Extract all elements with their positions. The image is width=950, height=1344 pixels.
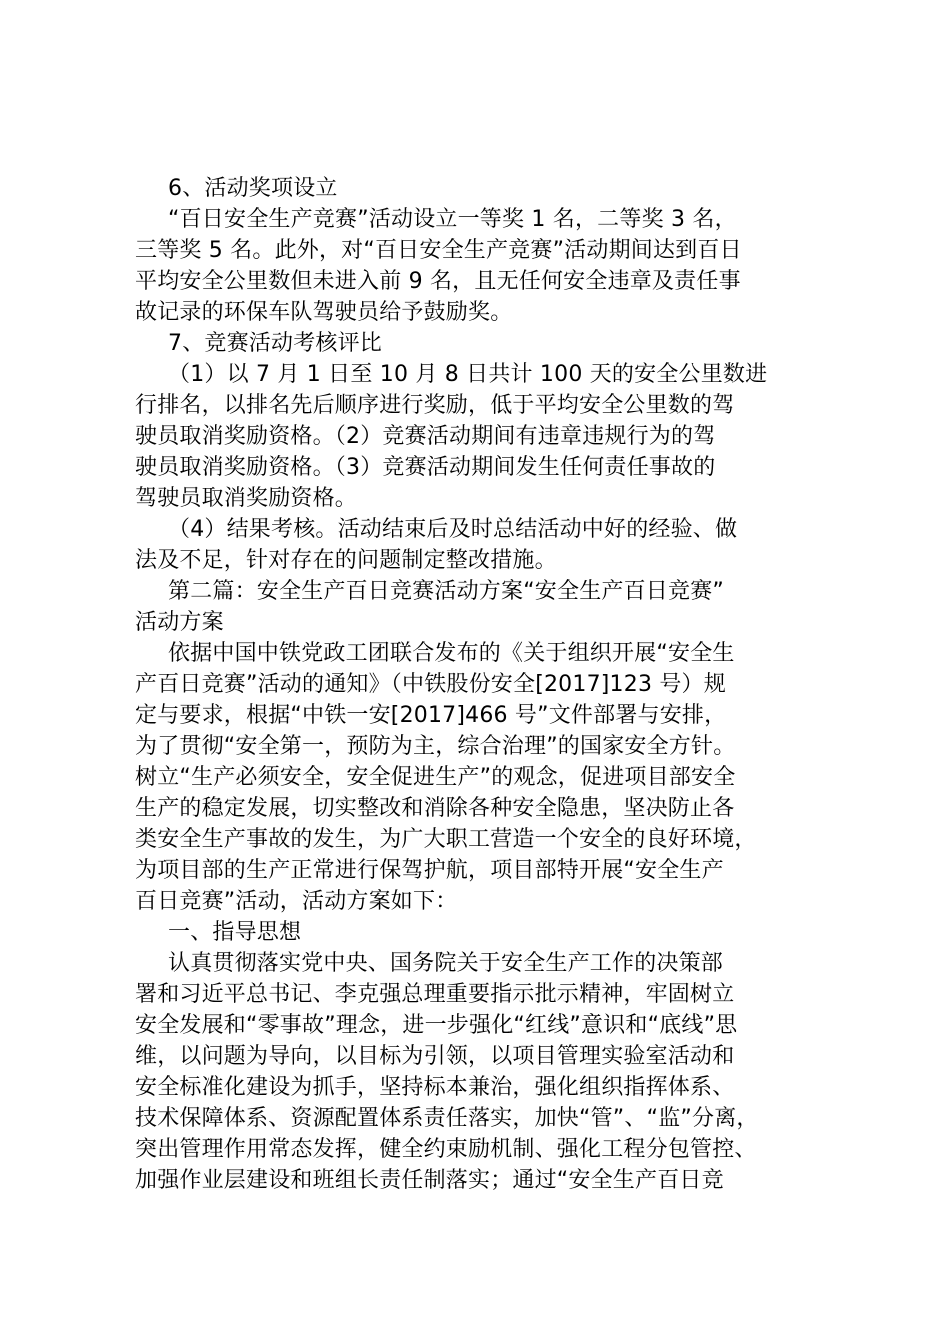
paragraph-line: 依据中国中铁党政工团联合发布的《关于组织开展“安全生: [168, 641, 735, 666]
paragraph-line: 故记录的环保车队驾驶员给予鼓励奖。: [135, 300, 513, 325]
paragraph-line: 突出管理作用常态发挥，健全约束励机制、强化工程分包管控、: [135, 1137, 757, 1162]
paragraph-line: 树立“生产必须安全，安全促进生产”的观念，促进项目部安全: [135, 765, 736, 790]
paragraph-line: 技术保障体系、资源配置体系责任落实，加快“管”、“监”分离，: [135, 1106, 759, 1131]
section-heading: 7、竞赛活动考核评比: [168, 331, 382, 356]
chapter-heading: 第二篇：安全生产百日竞赛活动方案“安全生产百日竞赛”: [168, 579, 724, 604]
paragraph-line: “百日安全生产竞赛”活动设立一等奖 1 名，二等奖 3 名，: [168, 207, 737, 232]
paragraph-line: 认真贯彻落实党中央、国务院关于安全生产工作的决策部: [168, 951, 724, 976]
section-heading: 一、指导思想: [168, 920, 302, 945]
paragraph-line: （1）以 7 月 1 日至 10 月 8 日共计 100 天的安全公里数进: [168, 362, 768, 387]
paragraph-line: 驶员取消奖励资格。（3）竞赛活动期间发生任何责任事故的: [135, 455, 716, 480]
paragraph-line: 加强作业层建设和班组长责任制落实；通过“安全生产百日竞: [135, 1168, 724, 1193]
paragraph-line: 三等奖 5 名。此外，对“百日安全生产竞赛”活动期间达到百日: [135, 238, 742, 263]
paragraph-line: 为项目部的生产正常进行保驾护航，项目部特开展“安全生产: [135, 858, 724, 883]
paragraph-line: 安全发展和“零事故”理念，进一步强化“红线”意识和“底线”思: [135, 1013, 738, 1038]
paragraph-line: 平均安全公里数但未进入前 9 名，且无任何安全违章及责任事: [135, 269, 741, 294]
paragraph-line: 驶员取消奖励资格。（2）竞赛活动期间有违章违规行为的驾: [135, 424, 716, 449]
chapter-heading: 活动方案: [135, 610, 224, 635]
paragraph-line: （4）结果考核。活动结束后及时总结活动中好的经验、做: [168, 517, 738, 542]
paragraph-line: 生产的稳定发展，切实整改和消除各种安全隐患，坚决防止各: [135, 796, 735, 821]
paragraph-line: 安全标准化建设为抓手，坚持标本兼治，强化组织指挥体系、: [135, 1075, 735, 1100]
section-heading: 6、活动奖项设立: [168, 176, 338, 201]
paragraph-line: 署和习近平总书记、李克强总理重要指示批示精神，牢固树立: [135, 982, 735, 1007]
document-body: [135, 173, 835, 1196]
paragraph-line: 产百日竞赛”活动的通知》（中铁股份安全[2017]123 号）规: [135, 672, 726, 697]
paragraph-line: 驾驶员取消奖励资格。: [135, 486, 358, 511]
paragraph-line: 行排名，以排名先后顺序进行奖励，低于平均安全公里数的驾: [135, 393, 735, 418]
paragraph-line: 类安全生产事故的发生，为广大职工营造一个安全的良好环境，: [135, 827, 757, 852]
paragraph-line: 维，以问题为导向，以目标为引领，以项目管理实验室活动和: [135, 1044, 735, 1069]
paragraph-line: 为了贯彻“安全第一，预防为主，综合治理”的国家安全方针。: [135, 734, 736, 759]
paragraph-line: 百日竞赛”活动，活动方案如下：: [135, 889, 458, 914]
paragraph-line: 定与要求，根据“中铁一安[2017]466 号”文件部署与安排，: [135, 703, 727, 728]
paragraph-line: 法及不足，针对存在的问题制定整改措施。: [135, 548, 557, 573]
